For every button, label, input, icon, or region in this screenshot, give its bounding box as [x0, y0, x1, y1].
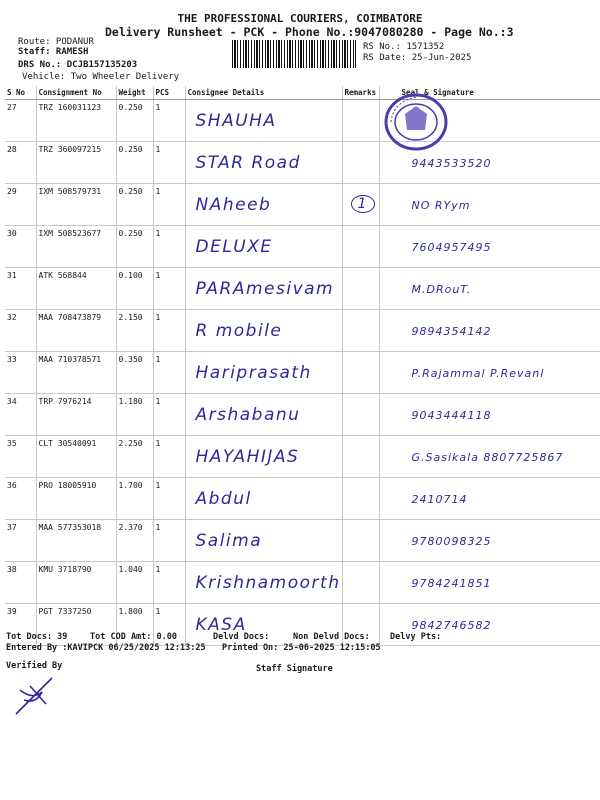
staff-label: Staff: RAMESH: [18, 47, 89, 57]
row-consignment-cell: [36, 100, 116, 142]
staff-signature-label: Staff Signature: [256, 664, 333, 674]
row-pcs-cell: [153, 478, 185, 520]
row-consignee-cell: [185, 310, 342, 352]
row-signature-cell: [379, 184, 600, 226]
row-consignment: CLT 30540091: [38, 439, 97, 448]
row-consignment-cell: [36, 562, 116, 604]
row-sno-cell: [5, 394, 36, 436]
row-consignee-cell: [185, 520, 342, 562]
row-signature: P.Rajammal P.Revanl: [411, 367, 545, 380]
row-consignee-cell: [185, 394, 342, 436]
row-consignment: PRO 18005910: [38, 481, 97, 490]
row-pcs: 1: [155, 271, 161, 280]
row-consignment: PGT 7337250: [38, 607, 92, 616]
row-signature-cell: [379, 562, 600, 604]
row-signature-cell: [379, 394, 600, 436]
verified-signature-icon: [12, 670, 72, 718]
row-remarks-cell: [342, 436, 379, 478]
row-consignment-cell: [36, 394, 116, 436]
row-consignment-cell: [36, 352, 116, 394]
row-consignee: NAheeb: [195, 195, 272, 215]
row-consignment-cell: [36, 142, 116, 184]
row-signature: G.Sasikala 8807725867: [411, 451, 564, 464]
row-sno-cell: [5, 478, 36, 520]
row-consignment-cell: [36, 184, 116, 226]
entered-by: Entered By :KAVIPCK 06/25/2025 12:13:25: [6, 643, 206, 653]
col-weight: Weight: [116, 86, 153, 100]
row-remarks-cell: [342, 226, 379, 268]
row-pcs-cell: [153, 562, 185, 604]
row-pcs: 1: [155, 523, 161, 532]
row-consignee: PARAmesivam: [195, 279, 335, 299]
row-signature: 2410714: [411, 493, 468, 506]
row-signature-cell: [379, 478, 600, 520]
row-sno: 39: [7, 607, 17, 616]
row-pcs-cell: [153, 100, 185, 142]
row-pcs: 1: [155, 145, 161, 154]
col-consignee: Consignee Details: [185, 86, 342, 100]
row-pcs: 1: [155, 313, 161, 322]
row-remarks: 1: [351, 195, 375, 213]
row-consignment: TRZ 360097215: [38, 145, 102, 154]
rs-date: RS Date: 25-Jun-2025: [363, 53, 472, 63]
row-pcs: 1: [155, 397, 161, 406]
row-weight-cell: [116, 142, 153, 184]
row-pcs: 1: [155, 607, 161, 616]
row-sno: 38: [7, 565, 17, 574]
row-remarks-cell: [342, 352, 379, 394]
row-consignment: MAA 577353018: [38, 523, 102, 532]
row-sno-cell: [5, 352, 36, 394]
row-consignee: Arshabanu: [195, 405, 301, 425]
row-sno-cell: [5, 310, 36, 352]
row-weight: 0.350: [118, 355, 143, 364]
row-weight: 0.250: [118, 229, 143, 238]
row-remarks-cell: [342, 184, 379, 226]
drs-number: DRS No.: DCJB157135203: [18, 60, 138, 70]
row-consignment-cell: [36, 310, 116, 352]
row-consignee-cell: [185, 478, 342, 520]
row-pcs: 1: [155, 229, 161, 238]
table-body: [5, 100, 600, 646]
seal-stamp-icon: [383, 92, 449, 152]
row-sno-cell: [5, 142, 36, 184]
row-sno: 27: [7, 103, 17, 112]
row-pcs-cell: [153, 226, 185, 268]
row-signature: 9043444118: [411, 409, 492, 422]
row-weight: 2.150: [118, 313, 143, 322]
row-consignment-cell: [36, 436, 116, 478]
row-signature: 9894354142: [411, 325, 492, 338]
row-consignee-cell: [185, 100, 342, 142]
row-pcs-cell: [153, 184, 185, 226]
row-signature: 9784241851: [411, 577, 492, 590]
row-sno: 31: [7, 271, 17, 280]
row-consignee: STAR Road: [195, 153, 301, 173]
row-signature: 9443533520: [411, 157, 492, 170]
row-pcs-cell: [153, 352, 185, 394]
row-consignment-cell: [36, 268, 116, 310]
row-pcs-cell: [153, 394, 185, 436]
row-weight: 2.250: [118, 439, 143, 448]
row-sno-cell: [5, 436, 36, 478]
row-consignment-cell: [36, 478, 116, 520]
row-sno: 28: [7, 145, 17, 154]
row-sno: 37: [7, 523, 17, 532]
table-row: [5, 226, 600, 268]
table-row: [5, 520, 600, 562]
row-pcs: 1: [155, 565, 161, 574]
row-weight-cell: [116, 478, 153, 520]
row-sno: 33: [7, 355, 17, 364]
row-signature-cell: [379, 310, 600, 352]
row-pcs: 1: [155, 481, 161, 490]
row-consignment: KMU 3718790: [38, 565, 92, 574]
row-weight-cell: [116, 310, 153, 352]
row-signature: NO RYym: [411, 199, 471, 212]
row-sno-cell: [5, 226, 36, 268]
rs-number: RS No.: 1571352: [363, 42, 445, 52]
row-weight: 0.250: [118, 103, 143, 112]
row-consignment: TRZ 160031123: [38, 103, 102, 112]
total-cod-amount: Tot COD Amt: 0.00: [90, 632, 177, 642]
row-weight-cell: [116, 268, 153, 310]
runsheet-subtitle: Delivery Runsheet - PCK - Phone No.:9047080280 - Page No.:3: [105, 25, 514, 39]
barcode-icon: [232, 40, 356, 68]
row-weight: 0.250: [118, 145, 143, 154]
table-header-row: [5, 86, 600, 100]
row-consignment: MAA 710378571: [38, 355, 102, 364]
row-consignee: Krishnamoorth: [195, 573, 341, 593]
verified-by-label: Verified By: [6, 661, 63, 671]
table-row: [5, 100, 600, 142]
col-sno: S No: [5, 86, 36, 100]
row-sno-cell: [5, 562, 36, 604]
total-docs: Tot Docs: 39: [6, 632, 68, 642]
row-consignment: MAA 708473879: [38, 313, 102, 322]
row-weight: 1.040: [118, 565, 143, 574]
table-row: [5, 394, 600, 436]
row-weight: 0.100: [118, 271, 143, 280]
row-consignee-cell: [185, 352, 342, 394]
col-pcs: PCS: [153, 86, 185, 100]
row-consignment-cell: [36, 226, 116, 268]
row-consignee-cell: [185, 268, 342, 310]
row-signature: 7604957495: [411, 241, 492, 254]
row-weight: 0.250: [118, 187, 143, 196]
row-weight-cell: [116, 394, 153, 436]
row-weight-cell: [116, 100, 153, 142]
row-consignment: TRP 7976214: [38, 397, 92, 406]
row-pcs-cell: [153, 520, 185, 562]
non-delivered-docs: Non Delvd Docs:: [293, 632, 370, 642]
printed-on: Printed On: 25-06-2025 12:15:05: [222, 643, 381, 653]
row-consignee: DELUXE: [195, 237, 273, 257]
row-remarks-cell: [342, 142, 379, 184]
row-weight-cell: [116, 184, 153, 226]
table-row: [5, 142, 600, 184]
route-label: Route: PODANUR: [18, 37, 94, 47]
row-weight: 1.700: [118, 481, 143, 490]
row-pcs-cell: [153, 436, 185, 478]
col-consignment: Consignment No: [36, 86, 116, 100]
row-consignment: IXM 508523677: [38, 229, 102, 238]
delivered-docs: Delvd Docs:: [213, 632, 270, 642]
row-remarks-cell: [342, 268, 379, 310]
row-consignee: Hariprasath: [195, 363, 312, 383]
row-signature-cell: [379, 520, 600, 562]
row-consignee-cell: [185, 184, 342, 226]
col-seal-label: Seal & Signature: [401, 88, 474, 97]
row-signature-cell: [379, 226, 600, 268]
row-signature-cell: [379, 436, 600, 478]
row-sno: 29: [7, 187, 17, 196]
vehicle-label: Vehicle: Two Wheeler Delivery: [22, 72, 180, 82]
row-weight-cell: [116, 520, 153, 562]
row-sno: 34: [7, 397, 17, 406]
table-row: [5, 436, 600, 478]
row-signature-cell: [379, 352, 600, 394]
table-row: [5, 310, 600, 352]
row-sno: 36: [7, 481, 17, 490]
row-consignee-cell: [185, 142, 342, 184]
row-signature: 9842746582: [411, 619, 492, 632]
row-remarks-cell: [342, 100, 379, 142]
row-signature: 9780098325: [411, 535, 492, 548]
row-signature: M.DRouT.: [411, 283, 472, 296]
table-row: [5, 268, 600, 310]
row-remarks-cell: [342, 562, 379, 604]
row-consignee: HAYAHIJAS: [195, 447, 300, 467]
row-weight: 1.800: [118, 607, 143, 616]
row-sno-cell: [5, 268, 36, 310]
row-consignee: SHAUHA: [195, 111, 277, 131]
delivery-points: Delvy Pts:: [390, 632, 442, 642]
row-consignment-cell: [36, 520, 116, 562]
row-sno-cell: [5, 520, 36, 562]
row-remarks-cell: [342, 310, 379, 352]
row-weight: 2.370: [118, 523, 143, 532]
row-weight-cell: [116, 436, 153, 478]
row-sno-cell: [5, 184, 36, 226]
row-pcs: 1: [155, 439, 161, 448]
row-remarks-cell: [342, 478, 379, 520]
row-consignee-cell: [185, 436, 342, 478]
row-sno: 32: [7, 313, 17, 322]
row-consignee: R mobile: [195, 321, 283, 341]
row-weight-cell: [116, 226, 153, 268]
row-consignment: IXM 508579731: [38, 187, 102, 196]
row-pcs: 1: [155, 355, 161, 364]
row-pcs: 1: [155, 187, 161, 196]
table-row: [5, 352, 600, 394]
row-pcs-cell: [153, 310, 185, 352]
row-remarks-cell: [342, 394, 379, 436]
row-sno: 35: [7, 439, 17, 448]
row-pcs: 1: [155, 103, 161, 112]
row-consignment: ATK 568844: [38, 271, 87, 280]
row-consignee-cell: [185, 226, 342, 268]
company-title: THE PROFESSIONAL COURIERS, COIMBATORE: [177, 12, 423, 25]
row-weight-cell: [116, 562, 153, 604]
row-signature-cell: [379, 268, 600, 310]
table-row: [5, 184, 600, 226]
row-weight-cell: [116, 352, 153, 394]
row-weight: 1.180: [118, 397, 143, 406]
table-row: [5, 562, 600, 604]
row-consignee: Abdul: [195, 489, 252, 509]
row-sno-cell: [5, 100, 36, 142]
runsheet-table: [5, 86, 600, 646]
row-pcs-cell: [153, 268, 185, 310]
col-remarks: Remarks: [342, 86, 379, 100]
table-row: [5, 478, 600, 520]
row-consignee: Salima: [195, 531, 263, 551]
row-remarks-cell: [342, 520, 379, 562]
row-consignee-cell: [185, 562, 342, 604]
row-pcs-cell: [153, 142, 185, 184]
row-sno: 30: [7, 229, 17, 238]
row-consignee: KASA: [195, 615, 247, 635]
